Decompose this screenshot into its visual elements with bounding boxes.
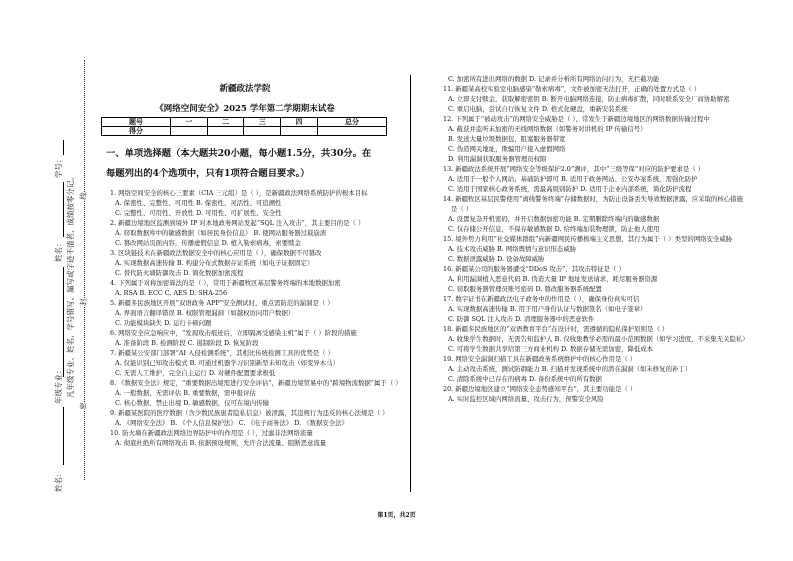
question-item xyxy=(110,428,400,448)
question-option: C. 加密所有进出网络的数据 D. 记录并分析所有网络访问行为，无拦截功能 xyxy=(448,75,660,83)
question-item xyxy=(443,354,748,384)
question-option: B. 发送大量垃圾数据包，阻塞服务器带宽 xyxy=(448,135,566,143)
question-option: A. 利用漏洞植入恶意代码 B. 伪造大量 IP 地址发送请求，耗尽服务器资源 xyxy=(448,275,658,283)
question-stem: 18. 新疆多民族地区的“双语教育平台”在设计时，需遵循的隐私保护原则是（ ） xyxy=(443,325,669,333)
seal-char-feng: 封 xyxy=(79,298,88,306)
score-row-label: 得分 xyxy=(102,127,171,136)
section-heading xyxy=(106,144,371,184)
question-stem: 10. 防火墙在新疆政法网络边界防护中的作用是（ ），过滤非法网络流量 xyxy=(110,429,313,437)
question-option: A. 适用于一般个人网站，基础防护即可 B. 适用于政务网站、公安办案系统，需强化防护 xyxy=(448,175,698,183)
page-footer: 第1页，共2页 xyxy=(377,512,416,519)
question-option: C. 窃取服务器管理员账号密码 D. 篡改服务器系统配置 xyxy=(448,285,602,293)
question-item xyxy=(110,348,400,378)
question-stem: 2. 新疆边境地区监测到境外 IP 对本地政务网站发起“SQL 注入攻击”，其主要目的是（ ） xyxy=(110,219,365,227)
question-item xyxy=(110,328,400,348)
question-option: C. 功能模块缺失 D. 运行卡顿问题 xyxy=(115,319,212,327)
question-item xyxy=(443,264,748,294)
question-option: A. RSA B. ECC C. AES D. SHA-256 xyxy=(115,289,228,297)
question-stem: 11. 新疆某高校实验室电脑感染“勒索病毒”，文件被加密无法打开，正确的处置方式是（ ） xyxy=(443,85,701,93)
question-option: C. 适用于国家核心政务系统，需最高级别防护 D. 适用于企业内部系统，简化防护流程 xyxy=(448,185,692,193)
question-stem: 16. 新疆某公司的服务器遭受“DDoS 攻击”，其攻击特征是（ ） xyxy=(443,265,625,273)
question-item xyxy=(443,234,748,264)
name-field[interactable] xyxy=(63,182,64,237)
question-option: A. 彻底杜绝所有网络攻击 B. 依据预设规则，允许合法流量、阻断恶意流量 xyxy=(115,439,327,447)
question-stem: 1. 网络空间安全的核心三要素（CIA 三元组）是（ ），是新疆政法网络系统防护的根本目标 xyxy=(110,189,368,197)
question-option: A. 截获并监听未加密的无线网络数据（如警务对讲机的 IP 传输信号） xyxy=(448,125,647,133)
question-option: C. 篡改网站页面内容，传播虚假信息 D. 植入勒索病毒，索要赎金 xyxy=(115,239,301,247)
score-table-row xyxy=(102,127,387,136)
question-item xyxy=(443,164,748,194)
left-question-column xyxy=(110,188,400,448)
question-option: A. 仅能识别已知攻击模式 B. 可通过机器学习识别新型未知攻击（如变异木马） xyxy=(115,359,339,367)
question-option: A. 设置复杂开机密码，并开启数据加密功能 B. 定期删除终端内的敏感数据 xyxy=(448,215,660,223)
question-option: C. 无需人工维护，完全自主运行 D. 对硬件配置要求极低 xyxy=(115,369,276,377)
question-option: A. 一般数据，无需评估 B. 重要数据，需申报评估 xyxy=(115,389,256,397)
question-stem: 7. 新疆某公安部门部署“AI 入侵检测系统”，其相比传统检测工具的优势是（ ） xyxy=(110,349,334,357)
question-stem: 6. 网络安全应急响应中，“发现攻击痕迹后，立即隔离受感染主机”属于（ ）阶段的措施 xyxy=(110,329,357,337)
score-table xyxy=(101,117,387,136)
score-table-header xyxy=(102,118,387,127)
college-name-label: 姓名： xyxy=(54,469,63,492)
question-stem: 9. 新疆某医院的医疗数据（含少数民族患者隐私信息）被泄露，其违规行为违反的核心法规是（ ） xyxy=(110,409,389,417)
score-header-cell: 四 xyxy=(281,118,318,127)
question-item xyxy=(443,84,748,114)
question-stem: 17. 数字证书在新疆政法电子政务中的作用是（ ），确保身份真实可信 xyxy=(443,295,640,303)
question-option: A. 窃取数据库中的敏感数据（如居民身份信息） B. 使网站服务器过载崩溃 xyxy=(115,229,327,237)
question-item xyxy=(110,188,400,218)
question-item xyxy=(110,378,400,408)
name-label: 姓名： xyxy=(54,239,63,262)
score-header-cell: 一 xyxy=(170,118,207,127)
question-option: A. 准备阶段 B. 检测阶段 C. 遏制阶段 D. 恢复阶段 xyxy=(115,339,259,347)
question-option: C. 仅存储公开信息，不保存敏感数据 D. 给终端加装物理锁，防止他人使用 xyxy=(448,225,660,233)
binding-notice: 凡年级专业、姓名、学号错写、漏写或字迹不清者，成绩按零分记。 xyxy=(66,173,75,398)
question-item xyxy=(443,324,748,354)
question-option: C. 数据泄露威胁 D. 设备故障威胁 xyxy=(448,255,545,263)
score-header-cell: 总分 xyxy=(318,118,387,127)
question-stem: 3. 区块链技术在新疆政法数据安全中的核心应用是（ ），确保数据不可篡改 xyxy=(110,249,322,257)
question-stem: 14. 新疆牧区基层民警使用“离线警务终端”存储数据时，为防止设备丢失导致数据泄露，应采取的核心措施是（ ） xyxy=(443,195,743,213)
question-option: C. 可将学生数据共享给第三方商业机构 D. 数据存储无需加密，降低成本 xyxy=(448,345,654,353)
question-option: A. 保密性、完整性、可用性 B. 保密性、灵活性、可追溯性 xyxy=(115,199,282,207)
question-option: A. 收集学生数据时，无需告知监护人 B. 仅收集教学必需的最小范围数据（如学习进度，不采集无关隐私） xyxy=(448,335,749,343)
grade-major-label: 年级专业： xyxy=(54,366,63,404)
question-stem: 8. 《数据安全法》规定，“重要数据出境需进行安全评估”，新疆边境贸易中的“跨境物流数据”属于（ ） xyxy=(110,379,402,387)
student-id-field[interactable] xyxy=(63,140,64,155)
question-option: A. 界面语言翻译错误 B. 权限管理漏洞（如越权访问用户数据） xyxy=(115,309,295,317)
question-stem: 12. 下列属于“被动攻击”的网络安全威胁是（ ），常发生于新疆边境地区的网络数据传输过程中 xyxy=(443,115,710,123)
question-option: A. 技术攻击威胁 B. 网络舆情与意识形态威胁 xyxy=(448,245,577,253)
question-stem: 13. 新疆政法系统开展“网络安全等级保护2.0”测评，其中“三级等保”对应的防护要求是（ ） xyxy=(443,165,705,173)
question-option: A. 实现数据高速传输 B. 用于用户身份认证与数据签名（如电子签章） xyxy=(448,305,647,313)
question-option: D. 利用漏洞获取服务器管理员权限 xyxy=(448,155,547,163)
question-option: A. 实时监控区域内网络流量、攻击行为，预警安全风险 xyxy=(448,395,604,403)
question-stem: 15. 境外势力利用“社交媒体群组”向新疆网民传播极端主义思想，其行为属于（ ）类型的网络安全威胁 xyxy=(443,235,733,243)
section-heading-line2: 每题列出的4个选项中，只有1项符合题目要求。） xyxy=(106,168,310,179)
score-header-cell: 题号 xyxy=(102,118,171,127)
right-question-column xyxy=(443,74,748,404)
right-question-list xyxy=(443,84,748,404)
grade-major-field[interactable] xyxy=(63,267,64,377)
question-item xyxy=(443,194,748,234)
question-item xyxy=(443,114,748,164)
binding-dotted-line xyxy=(84,60,85,480)
exam-title: 《网络空间安全》2025 学年第二学期期末试卷 xyxy=(155,104,335,114)
question-option: C. 核心数据，禁止出境 D. 敏感数据，仅可在境内传输 xyxy=(115,399,269,407)
question-stem: 19. 网络安全漏洞扫描工具在新疆政务系统维护中的核心作用是（ ） xyxy=(443,355,637,363)
question-option: A. 主动攻击系统，测试防御能力 B. 扫描并发现系统中的潜在漏洞（如未修复的补丁） xyxy=(448,365,692,373)
question-stem: 5. 新疆多民族地区开展“双语政务 APP”安全测试时，重点需防范的漏洞是（ ） xyxy=(110,299,334,307)
question-item xyxy=(110,278,400,298)
question-option: C. 完整性、可用性、开放性 D. 可用性、可扩展性、安全性 xyxy=(115,209,282,217)
question-stem: 4. 下列属于对称加密算法的是（ ），常用于新疆牧区基层警务终端的本地数据加密 xyxy=(110,279,341,287)
score-cell[interactable] xyxy=(207,127,244,136)
score-cell[interactable] xyxy=(318,127,387,136)
question-option: C. 清除系统中已存在的病毒 D. 备份系统中的所有数据 xyxy=(448,375,602,383)
question-item xyxy=(110,248,400,278)
score-cell[interactable] xyxy=(170,127,207,136)
question-item xyxy=(110,408,400,428)
question-option: C. 替代防火墙防御攻击 D. 简化数据加密流程 xyxy=(115,269,244,277)
column-divider xyxy=(410,75,411,492)
section-heading-line1: 一、单项选择题（本大题共20小题，每小题1.5分，共30分。在 xyxy=(106,148,372,159)
school-name: 新疆政法学院 xyxy=(219,84,271,94)
question-option: C. 防御 SQL 注入攻击 D. 清理服务器中的恶意软件 xyxy=(448,315,595,323)
question-option: A. 《网络安全法》 B. 《个人信息保护法》 C. 《电子商务法》 D. 《数据安全法》 xyxy=(115,419,348,427)
score-header-cell: 二 xyxy=(207,118,244,127)
seal-char-xian: 线 xyxy=(79,192,88,200)
student-id-label: 学号： xyxy=(54,155,63,178)
score-header-cell: 三 xyxy=(244,118,281,127)
question-item xyxy=(443,294,748,324)
question-option: C. 伪造网关地址，欺骗用户接入虚假网络 xyxy=(448,145,566,153)
question-item xyxy=(110,218,400,248)
score-cell[interactable] xyxy=(244,127,281,136)
question-item xyxy=(443,384,748,404)
question-option: A. 实现数据高速传输 B. 构建分布式数据存证系统（如电子证据固定） xyxy=(115,259,314,267)
question-stem: 20. 新疆边境地区建立“网络安全态势感知平台”，其主要功能是（ ） xyxy=(443,385,637,393)
question-option: C. 重启电脑，尝试自行恢复文件 D. 格式化硬盘，重新安装系统 xyxy=(448,105,628,113)
seal-char-mi: 密 xyxy=(79,402,88,410)
question-option: A. 立即支付赎金，获取解密密钥 B. 断开电脑网络连接，防止病毒扩散，同时联系安全厂商协助解密 xyxy=(448,95,730,103)
question-item xyxy=(110,298,400,328)
college-name-field[interactable] xyxy=(63,407,64,465)
score-cell[interactable] xyxy=(281,127,318,136)
